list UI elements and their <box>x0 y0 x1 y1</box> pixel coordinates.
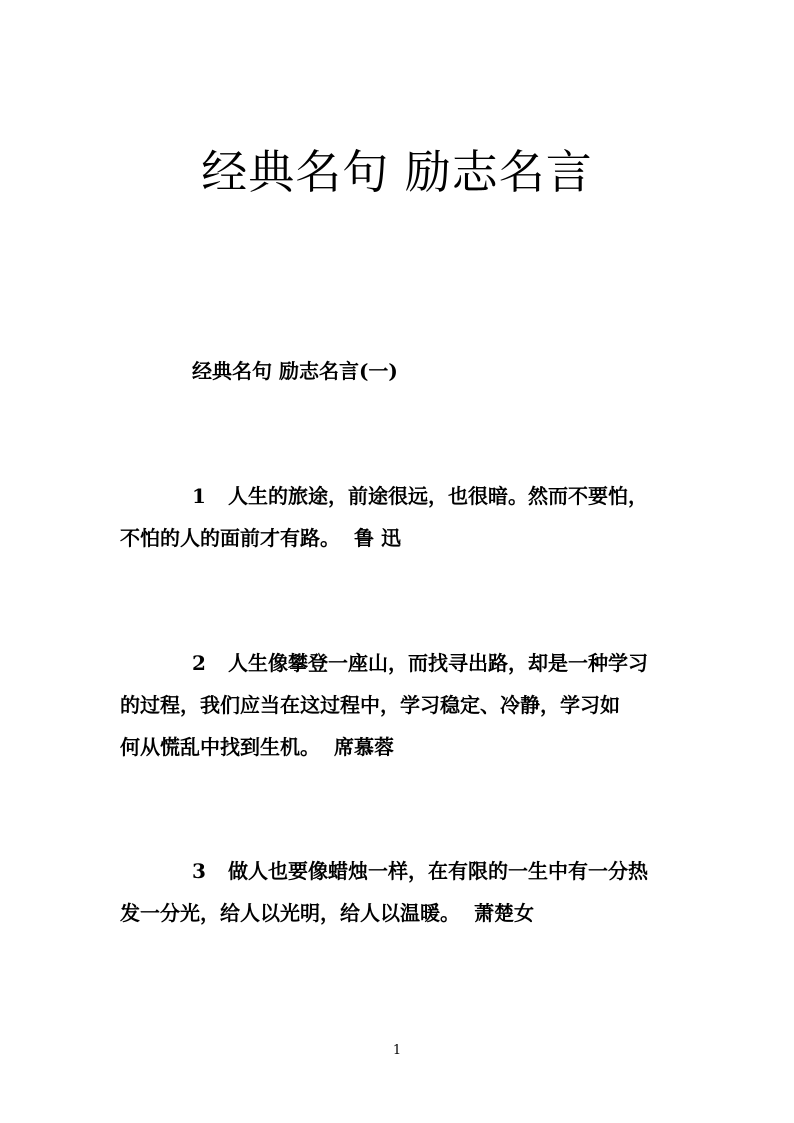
quote-line <box>120 892 680 934</box>
quote-number: 2 <box>192 651 206 675</box>
quote-text: 人生像攀登一座山，而找寻出路，却是一种学习 <box>228 651 648 675</box>
page-number: 1 <box>392 1043 402 1058</box>
quote-line <box>120 517 680 559</box>
quote-item <box>120 475 680 559</box>
quote-text: 发一分光，给人以光明，给人以温暖。 <box>120 901 460 925</box>
quote-line <box>120 642 680 684</box>
quote-line <box>120 684 680 726</box>
document-title: 经典名句 励志名言 <box>201 145 593 199</box>
quote-author: 鲁 迅 <box>354 526 401 550</box>
quote-text: 不怕的人的面前才有路。 <box>120 526 340 550</box>
section-heading: 经典名句 励志名言(一) <box>192 359 398 383</box>
quote-item <box>120 850 680 934</box>
quote-number: 1 <box>192 484 206 508</box>
quote-text: 人生的旅途，前途很远，也很暗。然而不要怕， <box>228 484 648 508</box>
quote-text: 何从慌乱中找到生机。 <box>120 735 320 759</box>
quote-line <box>120 850 680 892</box>
quote-item <box>120 642 680 768</box>
quote-text: 的过程，我们应当在这过程中，学习稳定、冷静，学习如 <box>120 693 620 717</box>
quote-author: 萧楚女 <box>474 901 534 925</box>
quote-author: 席慕蓉 <box>334 735 394 759</box>
quote-line <box>120 726 680 768</box>
quote-number: 3 <box>192 859 206 883</box>
quote-line <box>120 475 680 517</box>
quote-text: 做人也要像蜡烛一样，在有限的一生中有一分热 <box>228 859 648 883</box>
